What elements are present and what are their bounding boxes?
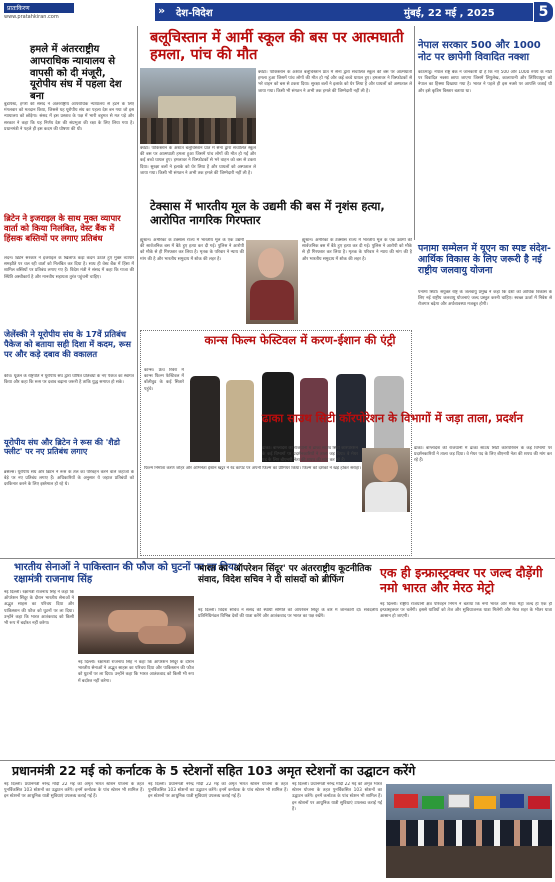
article-body-balochistan: क्वेटा। पाकिस्तान के अशांत बलूचिस्तान प्रांत में सेना द्वारा संचालित स्कूल की बस पर आत्मघाती हमला हुआ जिसमें पांच लोगों की मौत हो गई और कई बच्चे घायल हुए। हमलावर ने विस्फोटकों से भरे वाहन को बस से टकरा दिया। सुरक्षा बलों ने इलाके को घेर लिया है और घायलों को अस्पताल ले जाया गया। किसी भी संगठन ने अभी तक हमले की जिम्मेदारी नहीं ली है। bbox=[258, 70, 412, 94]
page-header bbox=[0, 0, 555, 24]
headline-rajnath: भारतीय सेनाओं ने पाकिस्तान की फौज को घुटनों पर ला दिया: रक्षामंत्री राजनाथ सिंह bbox=[14, 562, 241, 585]
headline-infra: एक ही इन्फ्रास्ट्रक्चर पर जल्द दौड़ेंगी नमो भारत और मेरठ मेट्रो bbox=[380, 565, 543, 595]
article-body-infra: नई दिल्ली। राष्ट्रीय राजधानी क्षेत्र परिवहन निगम ने बताया कि नमो भारत और मेरठ मेट्रो जल्द ही एक ही इन्फ्रास्ट्रक्चर पर चलेंगी। इससे यात्रियों को तेज और सुविधाजनक यात्रा मिलेगी और मेरठ शहर के भीतर यात्रा आसान हो जाएगी। bbox=[380, 602, 552, 620]
article-body-balochistan-cont: क्वेटा। पाकिस्तान के अशांत बलूचिस्तान प्रांत में सेना द्वारा संचालित स्कूल की बस पर आत्मघाती हमला हुआ जिसमें पांच लोगों की मौत हो गई और कई बच्चे घायल हुए। हमलावर ने विस्फोटकों से भरे वाहन को बस से टकरा दिया। सुरक्षा बलों ने इलाके को घेर लिया है और घायलों को अस्पताल ले जाया गया। किसी भी संगठन ने अभी तक हमले की जिम्मेदारी नहीं ली है। bbox=[140, 146, 256, 176]
article-body-texas: ह्यूस्टन। अमेरिका के टेक्सास राज्य में भारतीय मूल के एक उद्यमी की सार्वजनिक बस में बैठे हुए हत्या कर दी गई। पुलिस ने आरोपी को मौके से ही गिरफ्तार कर लिया है। मृतक के परिवार ने न्याय की मांग की है और भारतीय समुदाय में शोक की लहर है। bbox=[140, 238, 244, 262]
masthead-brand: प्रातःकिरण bbox=[4, 3, 74, 13]
article-body-britain: लंदन। ब्रिटेन सरकार ने इजराइल के खिलाफ कड़ा कदम उठाते हुए मुक्त व्यापार समझौते पर चल रही वार्ता को निलंबित कर दिया है। साथ ही वेस्ट बैंक में हिंसा में शामिल बस्तियों पर प्रतिबंध लगाए गए हैं। विदेश मंत्री ने संसद में कहा कि गाजा की स्थिति अस्वीकार्य है और मानवीय सहायता तुरंत पहुंचनी चाहिए। bbox=[4, 256, 134, 280]
article-body-dhaka-cont: ढाका। बांग्लादेश की राजधानी में ढाका साउथ सिटी कॉरपोरेशन के कई विभागों पर प्रदर्शनकारियों ने ताला जड़ दिया। वे मेयर पद के लिए बीएनपी नेता की शपथ की मांग कर रहे हैं। bbox=[414, 446, 552, 464]
photo-rajnath-event bbox=[78, 596, 194, 654]
photo-dhaka-official bbox=[362, 448, 410, 512]
photo-face-shape bbox=[258, 248, 284, 278]
article-body-modi-cont2: नई दिल्ली। प्रधानमंत्री नरेन्द्र मोदी 22 मई को अमृत भारत स्टेशन योजना के तहत पुनर्विकसित 103 स्टेशनों का उद्घाटन करेंगे। इनमें कर्नाटक के पांच स्टेशन भी शामिल हैं। इन स्टेशनों पर आधुनिक यात्री सुविधाएं उपलब्ध कराई गई हैं। bbox=[292, 782, 382, 812]
article-body-modi: नई दिल्ली। प्रधानमंत्री नरेन्द्र मोदी 22 मई को अमृत भारत स्टेशन योजना के तहत पुनर्विकसित 103 स्टेशनों का उद्घाटन करेंगे। इनमें कर्नाटक के पांच स्टेशन भी शामिल हैं। इन स्टेशनों पर आधुनिक यात्री सुविधाएं उपलब्ध कराई गई हैं। bbox=[4, 782, 144, 800]
issue-date: मुंबई, 22 मई , 2025 bbox=[404, 8, 495, 19]
photo-hand-shape bbox=[138, 626, 186, 644]
photo-flag-shape bbox=[528, 796, 550, 809]
photo-body-shape bbox=[250, 280, 294, 320]
section-rule bbox=[0, 760, 555, 761]
photo-table-shape bbox=[386, 846, 552, 878]
article-body-dhaka: ढाका। बांग्लादेश की राजधानी में ढाका साउथ सिटी कॉरपोरेशन के कई विभागों पर प्रदर्शनकारियों ने ताला जड़ दिया। वे मेयर पद के लिए बीएनपी नेता की शपथ की मांग कर रहे हैं। bbox=[262, 446, 358, 464]
photo-texas-victim bbox=[246, 240, 298, 324]
section-title: देश-विदेश bbox=[176, 8, 213, 19]
headline-zelensky: जेलेंस्की ने यूरोपीय संघ के 17वें प्रतिबंध पैकेज को बताया सही दिशा में कदम, रूस पर और कड़े दबाव की वकालत bbox=[4, 329, 131, 359]
page-number: 5 bbox=[534, 2, 553, 22]
headline-eu-uk: यूरोपीय संघ और ब्रिटेन ने रूस की 'शैडो फ्लीट' पर नए प्रतिबंध लगाए bbox=[4, 438, 120, 457]
headline-sindoor: भारत का 'ऑपरेशन सिंदूर' पर अंतरराष्ट्रीय कूटनीतिक संवाद, विदेश सचिव ने दी सांसदों को ब्रीफिंग bbox=[198, 564, 372, 585]
article-body-nepal: काठमांडू। नेपाल राष्ट्र बैंक ने जानकारी दी है कि नए 500 और 1000 रुपये के नोटों पर विवादित नक्शा छापा जाएगा जिसमें लिपुलेख, कालापानी और लिंपियाधुरा को नेपाल का हिस्सा दिखाया गया है। भारत ने पहले ही इस नक्शे पर आपत्ति जताई थी और इसे कृत्रिम विस्तार बताया था। bbox=[418, 70, 552, 94]
headline-assets: हमले में अंतरराष्ट्रीय आपराधिक न्यायालय से वापसी को दी मंजूरी, यूरोपीय संघ में पहला देश बना bbox=[30, 44, 122, 103]
column-rule bbox=[414, 26, 415, 240]
photo-body-shape bbox=[365, 482, 407, 512]
column-rule bbox=[137, 26, 138, 558]
headline-texas: टेक्सास में भारतीय मूल के उद्यमी की बस में नृशंस हत्या, आरोपित नागरिक गिरफ्तार bbox=[150, 199, 385, 227]
headline-dhaka: ढाका साउथ सिटी कॉरपोरेशन के विभागों में जड़ा ताला, प्रदर्शन bbox=[262, 411, 523, 425]
article-body-modi-cont: नई दिल्ली। प्रधानमंत्री नरेन्द्र मोदी 22 मई को अमृत भारत स्टेशन योजना के तहत पुनर्विकसित 103 स्टेशनों का उद्घाटन करेंगे। इनमें कर्नाटक के पांच स्टेशन भी शामिल हैं। इन स्टेशनों पर आधुनिक यात्री सुविधाएं उपलब्ध कराई गई हैं। bbox=[148, 782, 288, 800]
article-body-eu-uk: ब्रसेल्स। यूरोपीय संघ और ब्रिटेन ने रूस के तेल का परिवहन करने वाले जहाजों के बेड़े पर नए प्रतिबंध लगाए हैं। अधिकारियों के अनुसार ये जहाज प्रतिबंधों को दरकिनार करने के लिए इस्तेमाल हो रहे थे। bbox=[4, 470, 134, 488]
photo-flag-shape bbox=[474, 796, 496, 809]
article-body-rajnath: नई दिल्ली। रक्षामंत्री राजनाथ सिंह ने कहा कि ऑपरेशन सिंदूर के दौरान भारतीय सेनाओं ने अद्भुत साहस का परिचय दिया और पाकिस्तान की फौज को घुटनों पर ला दिया। उन्होंने कहा कि भारत आतंकवाद को किसी भी रूप में बर्दाश्त नहीं करेगा। bbox=[4, 590, 74, 627]
photo-flag-shape bbox=[500, 794, 524, 808]
article-body-assets: बुडापेस्ट, हंगरी की संसद ने अंतरराष्ट्रीय आपराधिक न्यायालय से हटने के लिए मंगलवार को मतदान किया, जिससे यह यूरोपीय संघ का पहला देश बन गया जो इस न्यायालय को छोड़ेगा। संसद में इस प्रस्ताव के पक्ष में भारी बहुमत से मत पड़े और सरकार ने कहा कि यह निर्णय देश की संप्रभुता की रक्षा के लिए लिया गया है। प्रधानमंत्री ने पहले ही इस कदम की घोषणा की थी। bbox=[4, 102, 134, 132]
headline-nepal: नेपाल सरकार 500 और 1000 नोट पर छापेगी विवादित नक्शा bbox=[418, 40, 541, 63]
headline-modi: प्रधानमंत्री 22 मई को कर्नाटक के 5 स्टेशनों सहित 103 अमृत स्टेशनों का उद्घाटन करेंगे bbox=[12, 763, 416, 778]
section-rule bbox=[0, 558, 555, 559]
headline-britain: ब्रिटेन ने इजराइल के साथ मुक्त व्यापार वार्ता को किया निलंबित, वेस्ट बैंक में हिंसक बस्तियों पर लगाए प्रतिबंध bbox=[4, 213, 121, 243]
photo-person-shape bbox=[190, 376, 220, 462]
photo-face-shape bbox=[373, 454, 398, 482]
photo-person-shape bbox=[226, 380, 254, 462]
masthead-url: www.pratahkiran.com bbox=[4, 14, 59, 20]
section-arrow-icon: » bbox=[158, 4, 166, 17]
photo-flag-shape bbox=[394, 794, 418, 808]
photo-crowd-shape bbox=[140, 118, 256, 144]
article-body-texas-cont: ह्यूस्टन। अमेरिका के टेक्सास राज्य में भारतीय मूल के एक उद्यमी की सार्वजनिक बस में बैठे हुए हत्या कर दी गई। पुलिस ने आरोपी को मौके से ही गिरफ्तार कर लिया है। मृतक के परिवार ने न्याय की मांग की है और भारतीय समुदाय में शोक की लहर है। bbox=[302, 238, 412, 262]
headline-balochistan: बलूचिस्तान में आर्मी स्कूल की बस पर आत्मघाती हमला, पांच की मौत bbox=[150, 30, 404, 64]
article-body-cannes: फिल्म निर्माता करण जौहर और अभिनेता ईशान खट्टर ने रेड कार्पेट पर अपनी फिल्म का प्रीमियर किया। फिल्म को दर्शकों ने खड़े होकर सराहा। bbox=[144, 466, 362, 471]
article-body-rajnath-cont: नई दिल्ली। रक्षामंत्री राजनाथ सिंह ने कहा कि ऑपरेशन सिंदूर के दौरान भारतीय सेनाओं ने अद्भुत साहस का परिचय दिया और पाकिस्तान की फौज को घुटनों पर ला दिया। उन्होंने कहा कि भारत आतंकवाद को किसी भी रूप में बर्दाश्त नहीं करेगा। bbox=[78, 660, 194, 684]
headline-panama: पनामा सम्मेलन में यूएन का स्पष्ट संदेश- आर्थिक विकास के लिए जरूरी है नई राष्ट्रीय जलवायु योजना bbox=[418, 243, 551, 276]
article-body-zelensky: कीव। यूक्रेन के राष्ट्रपति ने यूरोपीय संघ द्वारा घोषित प्रतिबंधों के नए पैकेज का स्वागत किया और कहा कि रूस पर दबाव बढ़ाना जरूरी है ताकि युद्ध समाप्त हो सके। bbox=[4, 374, 134, 386]
photo-bus-attack bbox=[140, 68, 256, 144]
photo-flag-shape bbox=[422, 796, 444, 809]
photo-modi-meeting bbox=[386, 784, 552, 878]
article-body-sindoor: नई दिल्ली। विदेश सचिव ने संसद की स्थायी समिति को ऑपरेशन सिंदूर के बारे में जानकारी दी। सर्वदलीय प्रतिनिधिमंडल विभिन्न देशों की यात्रा करेंगे और आतंकवाद पर भारत का पक्ष रखेंगे। bbox=[198, 608, 378, 620]
article-body-panama: पनामा सिटी। संयुक्त राष्ट्र के जलवायु प्रमुख ने कहा कि देशों को आर्थिक विकास के लिए नई राष्ट्रीय जलवायु योजनाएं जल्द प्रस्तुत करनी चाहिए। स्वच्छ ऊर्जा में निवेश से रोजगार बढ़ेगा और अर्थव्यवस्था मजबूत होगी। bbox=[418, 290, 552, 308]
photo-flag-shape bbox=[448, 794, 470, 808]
headline-cannes: कान्स फिल्म फेस्टिवल में करण-ईशान की एंट्री bbox=[204, 333, 396, 347]
cannes-caption: कान्स। फ्रेंच रिवेरा में कान्स फिल्म फेस्टिवल में बॉलीवुड के कई सितारे पहुंचे। bbox=[144, 368, 184, 392]
